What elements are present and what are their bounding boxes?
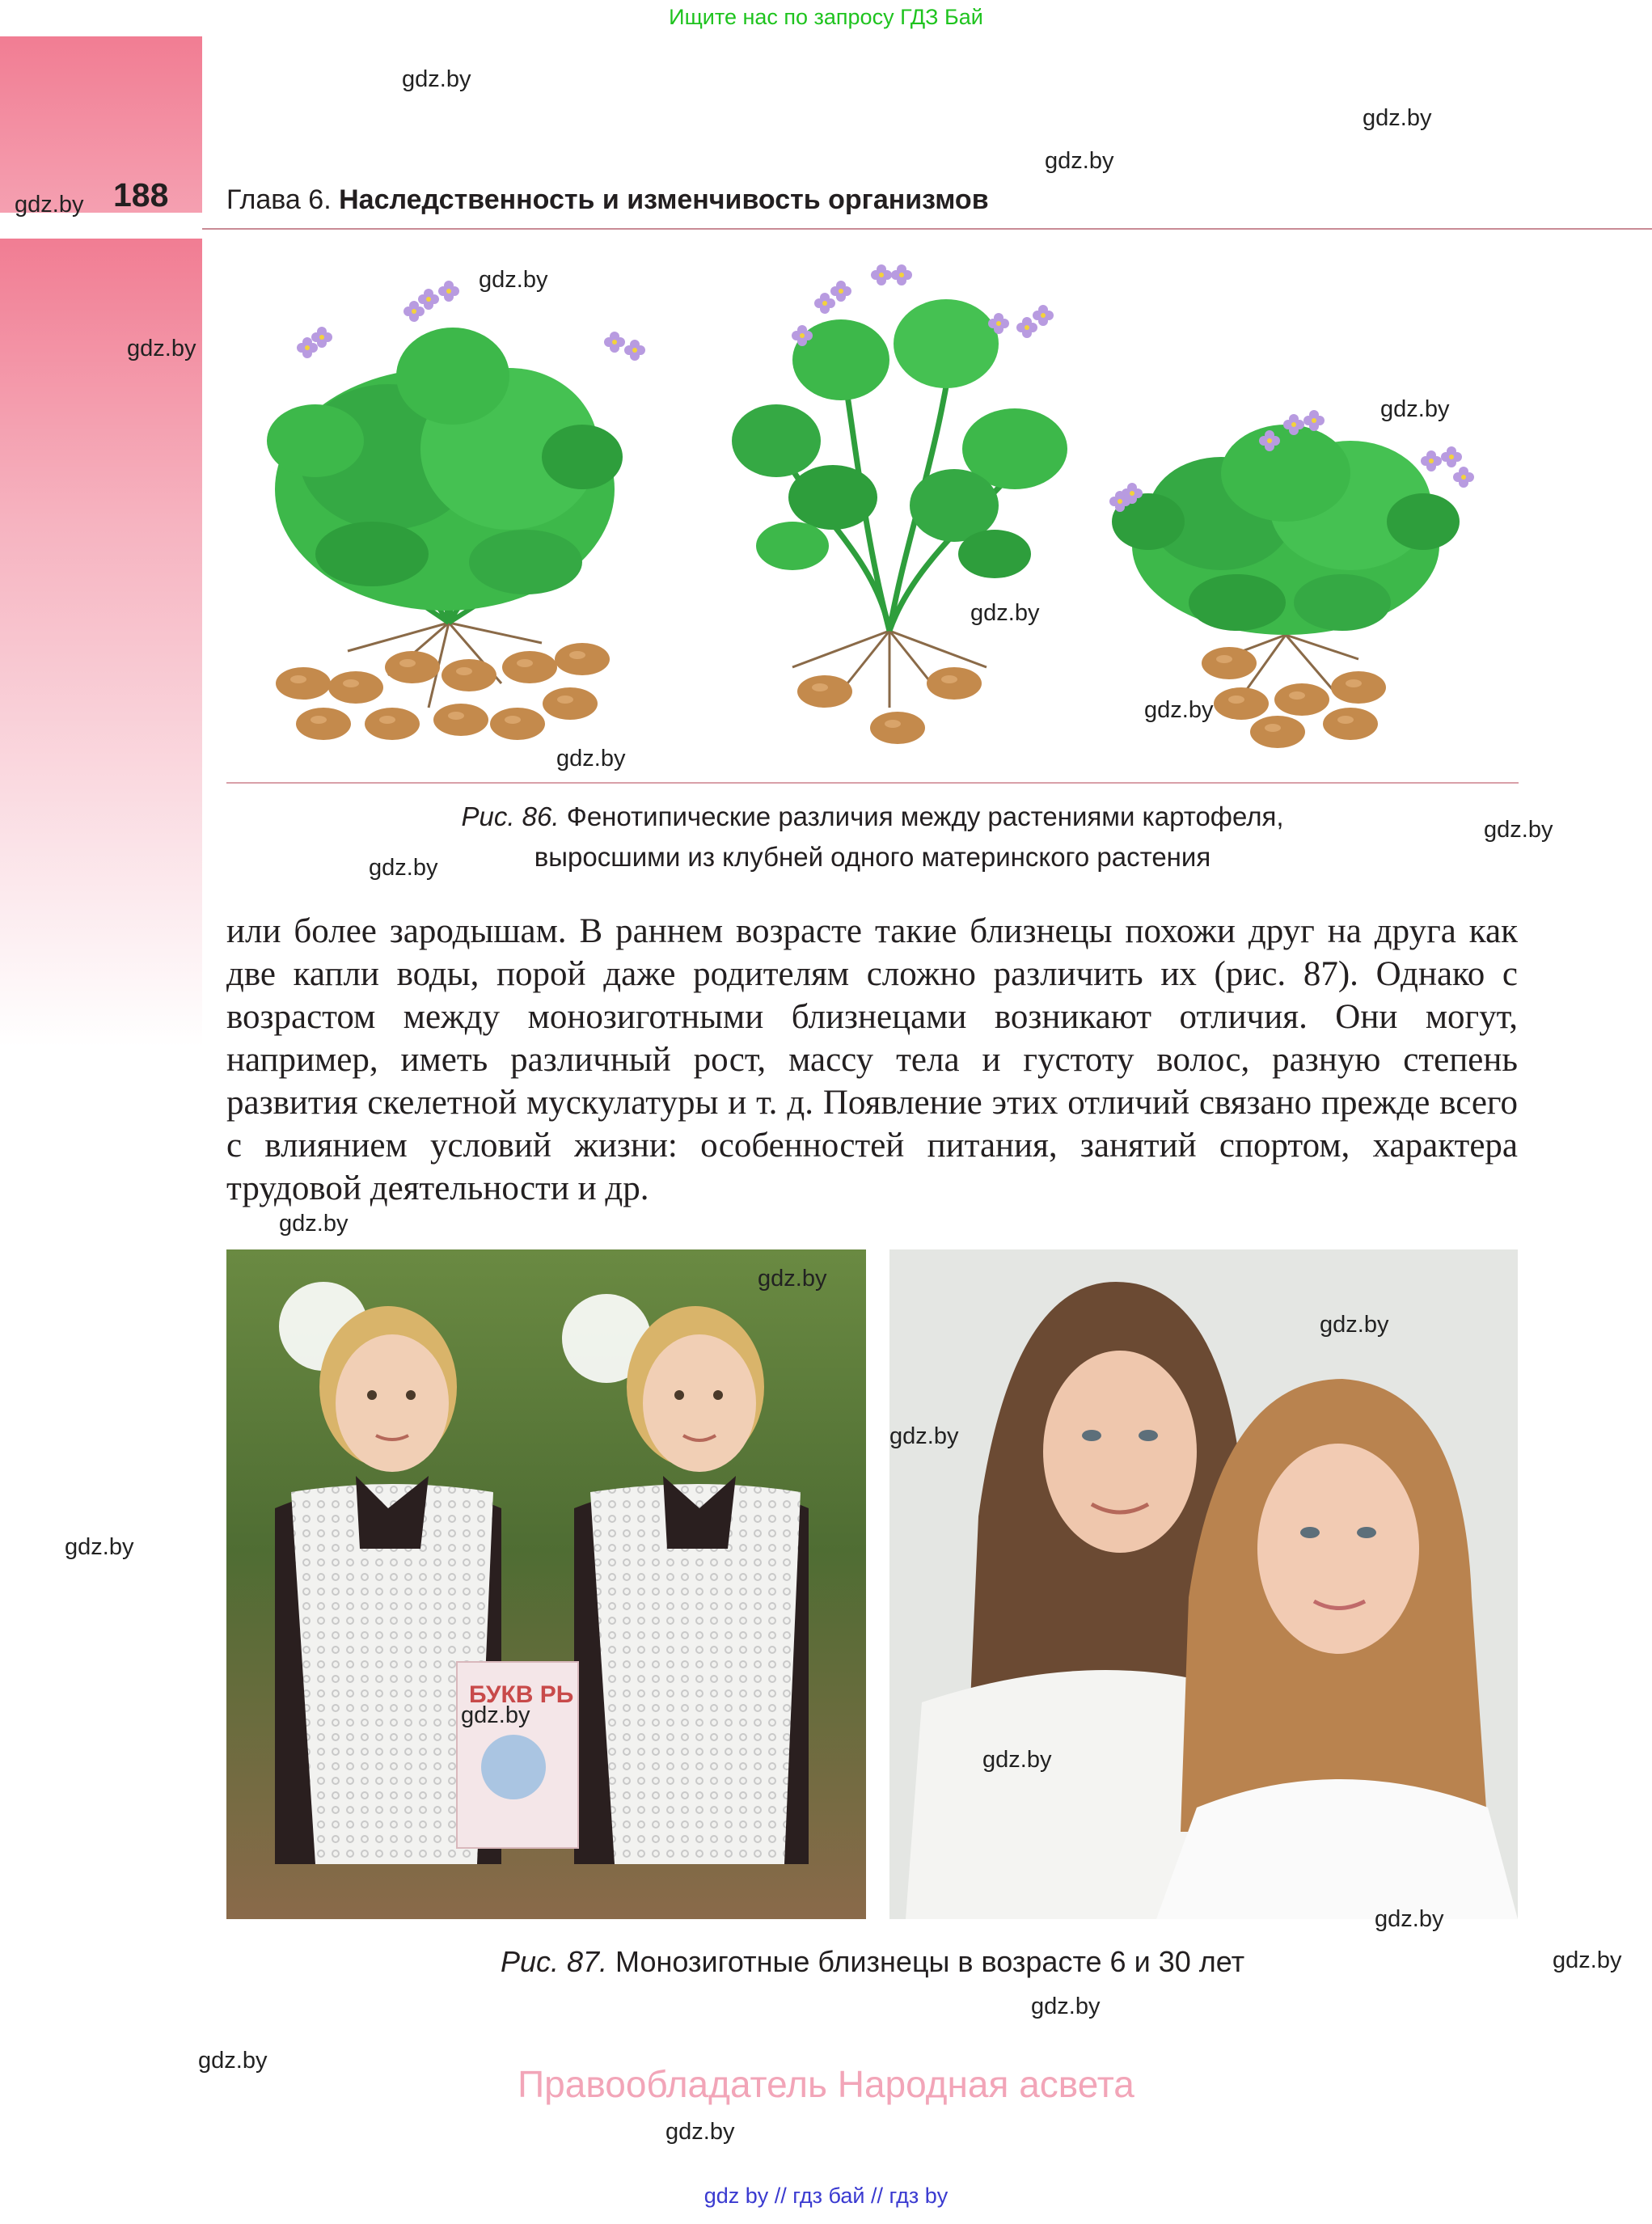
copyright-holder: Правообладатель Народная асвета (518, 2063, 1134, 2105)
footer-links: gdz by // гдз бай // гдз by (703, 2184, 949, 2208)
watermark: gdz.by (479, 267, 548, 293)
page-number: 188 (113, 176, 169, 214)
chapter-title: Наследственность и изменчивость организмов (339, 184, 989, 215)
figure-86-label: Рис. 86. (461, 801, 560, 831)
figure-87-caption (226, 1945, 1519, 1979)
header-rule (202, 228, 1652, 230)
photo-twins-age-30 (889, 1249, 1518, 1919)
watermark: gdz.by (758, 1266, 827, 1292)
potato-plant-1 (267, 281, 645, 740)
watermark: gdz.by (1045, 148, 1114, 174)
page-number-tab (0, 36, 202, 213)
watermark: gdz.by (889, 1423, 959, 1449)
watermark: gdz.by (556, 746, 626, 772)
book-title: БУКВ РЬ (469, 1681, 574, 1708)
chapter-heading (226, 184, 989, 216)
figure-86-caption-line2: выросшими из клубней одного материнского растения (534, 842, 1211, 872)
watermark: gdz.by (1363, 105, 1432, 131)
watermark: gdz.by (1320, 1312, 1389, 1338)
figure-87-caption-text: Монозиготные близнецы в возрасте 6 и 30 лет (615, 1945, 1245, 1978)
photo-twins-age-6 (226, 1249, 866, 1919)
twin-girls-illustration (226, 1249, 866, 1919)
twin-women-illustration (889, 1249, 1518, 1919)
watermark: gdz.by (970, 600, 1040, 626)
watermark: gdz.by (402, 66, 471, 92)
watermark: gdz.by (279, 1211, 349, 1237)
watermark: gdz.by (127, 336, 196, 362)
watermark: gdz.by (369, 855, 438, 881)
top-note: Ищите нас по запросу ГДЗ Бай (669, 5, 983, 29)
figure-87-label: Рис. 87. (500, 1945, 608, 1978)
watermark: gdz.by (1553, 1947, 1622, 1973)
figure-86-caption-line1: Фенотипические различия между растениями картофеля, (566, 801, 1284, 831)
watermark: gdz.by (665, 2119, 735, 2145)
watermark: gdz.by (1031, 1994, 1101, 2019)
watermark: gdz.by (15, 192, 84, 218)
watermark: gdz.by (1144, 697, 1214, 723)
potato-plant-2 (732, 264, 1067, 744)
chapter-prefix: Глава 6. (226, 184, 332, 215)
watermark: gdz.by (1375, 1906, 1444, 1932)
watermark: gdz.by (1380, 396, 1450, 422)
body-paragraph: или более зародышам. В раннем возрасте такие близнецы похожи друг на друга как две капли воды, порой даже родителям сложно различить их (рис. 87). Однако с возрастом между монозиготными близнецами возникают отличия. Они могут, например, иметь различный рост, массу тела и густоту волос, разную степень развития скелетной мускулатуры и т. д. Появление этих отличий связано прежде всего с влиянием условий жизни: особенностей питания, занятий спортом, характера трудовой деятельности и др. (226, 912, 1518, 1207)
watermark: gdz.by (461, 1702, 530, 1728)
caption-rule (226, 782, 1519, 784)
watermark: gdz.by (982, 1747, 1052, 1773)
potato-plants-illustration (226, 255, 1520, 748)
watermark: gdz.by (1484, 817, 1553, 843)
watermark: gdz.by (198, 2048, 268, 2074)
watermark: gdz.by (65, 1534, 134, 1560)
